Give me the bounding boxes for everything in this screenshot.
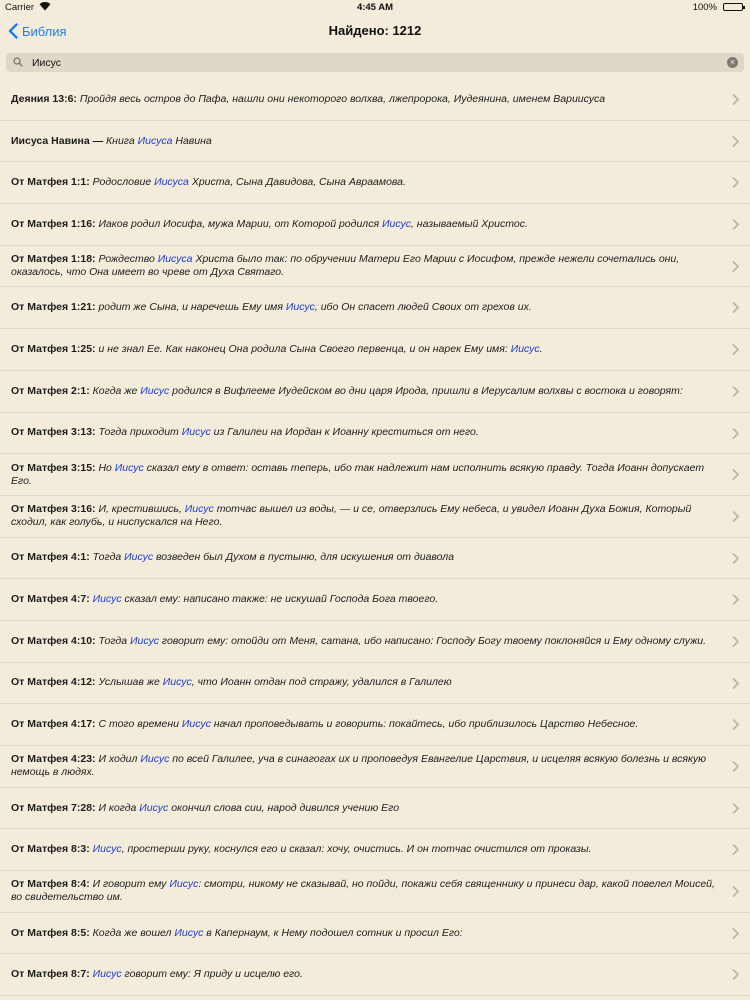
result-reference: От Матфея 1:16:: [11, 217, 96, 230]
search-match-highlight: Иисус: [381, 217, 411, 230]
result-row[interactable]: [0, 454, 750, 496]
verse-text-segment: , что Иоанн отдан под стражу, удалился в Галилею: [191, 676, 452, 689]
chevron-right-icon: [732, 344, 739, 355]
result-reference: От Матфея 4:1:: [11, 551, 90, 564]
search-match-highlight: Иисус: [181, 718, 211, 731]
verse-text-segment: Родословие: [89, 176, 155, 189]
verse-text-segment: Иаков родил Иосифа, мужа Марии, от Которой родился: [95, 217, 382, 230]
result-text: [11, 301, 717, 314]
search-match-highlight: Иисус: [139, 801, 169, 814]
result-text: [11, 253, 717, 279]
verse-text-segment: начал проповедывать и говорить: покайтесь, ибо приблизилось Царство Небесное.: [210, 718, 639, 731]
battery-icon: [723, 3, 743, 11]
result-reference: От Матфея 4:12:: [11, 676, 96, 689]
result-verse: [11, 253, 679, 278]
chevron-right-icon: [732, 177, 739, 188]
verse-text-segment: И говорит ему: [89, 878, 170, 891]
chevron-right-icon: [732, 94, 739, 105]
result-row[interactable]: [0, 871, 750, 913]
verse-text-segment: И ходил: [95, 753, 141, 766]
search-match-highlight: Иисус: [129, 634, 159, 647]
chevron-right-icon: [732, 428, 739, 439]
result-reference: От Матфея 8:7:: [11, 968, 90, 981]
result-verse: [96, 426, 479, 438]
result-verse: [96, 676, 452, 688]
back-button-label: Библия: [22, 23, 67, 39]
verse-text-segment: говорит ему: отойди от Меня, сатана, ибо написано: Господу Богу твоему поклоняйся и Ему одному служи.: [158, 634, 707, 647]
chevron-right-icon: [732, 844, 739, 855]
result-verse: [96, 802, 400, 814]
result-row[interactable]: [0, 829, 750, 871]
result-text: [11, 551, 717, 564]
result-row[interactable]: [0, 538, 750, 580]
verse-text-segment: в Капернаум, к Нему подошел сотник и просил Его:: [203, 926, 463, 939]
verse-text-segment: , простерши руку, коснулся его и сказал: хочу, очистись. И он тотчас очистился от проказы.: [121, 843, 592, 856]
verse-text-segment: Когда же: [89, 384, 141, 397]
result-row[interactable]: [0, 704, 750, 746]
chevron-right-icon: [732, 886, 739, 897]
result-row[interactable]: [0, 746, 750, 788]
chevron-right-icon: [732, 469, 739, 480]
carrier-label: Carrier: [5, 2, 35, 13]
verse-text-segment: И когда: [95, 801, 140, 814]
result-text: [11, 593, 717, 606]
result-verse: [11, 503, 691, 528]
verse-text-segment: Христа, Сына Давидова, Сына Авраамова.: [188, 176, 406, 189]
chevron-right-icon: [732, 594, 739, 605]
result-reference: От Матфея 8:5:: [11, 926, 90, 939]
result-row[interactable]: [0, 913, 750, 955]
page-title: Найдено: 1212: [328, 23, 422, 38]
result-verse: [11, 878, 715, 903]
search-bar: [6, 53, 744, 72]
search-match-highlight: Иисус: [181, 426, 211, 439]
result-row[interactable]: [0, 204, 750, 246]
verse-text-segment: Рождество: [95, 253, 158, 266]
result-verse: [77, 93, 605, 105]
result-row[interactable]: [0, 579, 750, 621]
verse-text-segment: Тогда: [95, 634, 130, 647]
result-text: [11, 218, 717, 231]
verse-text-segment: и не знал Ее. Как наконец Она родила Сына Своего первенца, и он нарек Ему имя:: [95, 342, 511, 355]
search-match-highlight: Иисус: [92, 843, 122, 856]
result-reference: От Матфея 3:15:: [11, 461, 96, 474]
result-reference: От Матфея 7:28:: [11, 801, 96, 814]
verse-text-segment: Христа было так: по обручении Матери Его Марии с Иосифом, прежде нежели сочетались они, оказалось, что Она имеет во чреве от Духа Святаго.: [11, 253, 680, 279]
result-text: [11, 135, 717, 148]
verse-text-segment: , ибо Он спасет людей Своих от грехов их.: [314, 301, 532, 314]
chevron-right-icon: [732, 761, 739, 772]
result-text: [11, 878, 717, 904]
result-reference: От Матфея 3:16:: [11, 503, 96, 516]
result-text: [11, 843, 717, 856]
result-reference: От Матфея 4:7:: [11, 593, 90, 606]
result-verse: [96, 343, 543, 355]
verse-text-segment: Пройдя весь остров до Пафа, нашли они некоторого волхва, лжепророка, Иудеянина, именем Вариисуса: [76, 92, 606, 105]
result-row[interactable]: [0, 621, 750, 663]
verse-text-segment: тотчас вышел из воды, — и се, отверзлись Ему небеса, и увидел Иоанн Духа Божия, Который сходил, как голубь, и ниспускался на Него.: [11, 503, 692, 529]
result-reference: От Матфея 1:25:: [11, 342, 96, 355]
result-verse: [90, 593, 438, 605]
result-reference: От Матфея 1:21:: [11, 301, 96, 314]
result-text: [11, 426, 717, 439]
verse-text-segment: Услышав же: [95, 676, 163, 689]
result-verse: [90, 385, 683, 397]
result-text: [11, 968, 717, 981]
result-text: [11, 385, 717, 398]
chevron-right-icon: [732, 386, 739, 397]
verse-text-segment: родился в Вифлееме Иудейском во дни царя Ирода, пришли в Иерусалим волхвы с востока и говорят:: [169, 384, 683, 397]
verse-text-segment: Книга: [103, 134, 138, 147]
search-match-highlight: Иисус: [124, 551, 154, 564]
result-reference: От Матфея 8:3:: [11, 843, 90, 856]
result-reference: От Матфея 4:23:: [11, 753, 96, 766]
result-reference: От Матфея 2:1:: [11, 384, 90, 397]
status-bar: [0, 0, 750, 16]
search-match-highlight: Иисуса: [137, 134, 173, 147]
result-verse: [90, 968, 303, 980]
verse-text-segment: родит же Сына, и наречешь Ему имя: [95, 301, 286, 314]
result-reference: От Матфея 1:18:: [11, 253, 96, 266]
search-match-highlight: Иисус: [140, 753, 170, 766]
chevron-right-icon: [732, 678, 739, 689]
result-verse: [96, 301, 532, 313]
result-row[interactable]: [0, 496, 750, 538]
verse-text-segment: И, крестившись,: [95, 503, 185, 516]
result-verse: [90, 176, 406, 188]
verse-text-segment: .: [539, 342, 543, 355]
search-match-highlight: Иисус: [169, 878, 199, 891]
chevron-right-icon: [732, 803, 739, 814]
search-icon: [13, 57, 23, 67]
result-reference: От Матфея 8:4:: [11, 878, 90, 891]
result-row[interactable]: [0, 954, 750, 996]
result-row[interactable]: [0, 79, 750, 121]
result-row[interactable]: [0, 663, 750, 705]
verse-text-segment: : смотри, никому не сказывай, но пойди, покажи себя священнику и принеси дар, какой повелел Моисей, во свидетельство им.: [11, 878, 715, 904]
verse-text-segment: Когда же вошел: [89, 926, 175, 939]
chevron-right-icon: [732, 969, 739, 980]
search-match-highlight: Иисуса: [157, 253, 193, 266]
result-row[interactable]: [0, 413, 750, 455]
navigation-bar: [0, 16, 750, 46]
result-text: [11, 802, 717, 815]
clear-search-icon[interactable]: ×: [727, 57, 738, 68]
result-reference: От Матфея 4:17:: [11, 718, 96, 731]
chevron-right-icon: [732, 928, 739, 939]
verse-text-segment: Но: [95, 461, 115, 474]
result-text: [11, 93, 717, 106]
result-text: [11, 635, 717, 648]
results-list[interactable]: [0, 79, 750, 1000]
result-reference: От Матфея 3:13:: [11, 426, 96, 439]
chevron-right-icon: [732, 511, 739, 522]
verse-text-segment: по всей Галилее, уча в синагогах их и проповедуя Евангелие Царствия, и исцеляя всякую болезнь и всякую немощь в людях.: [11, 753, 707, 779]
verse-text-segment: , называемый Христос.: [410, 217, 528, 230]
result-row[interactable]: [0, 287, 750, 329]
chevron-right-icon: [732, 219, 739, 230]
chevron-right-icon: [732, 302, 739, 313]
verse-text-segment: говорит ему: Я приду и исцелю его.: [121, 968, 303, 981]
result-reference: От Матфея 1:1:: [11, 176, 90, 189]
result-reference: От Матфея 4:10:: [11, 634, 96, 647]
result-text: [11, 343, 717, 356]
result-verse: [90, 927, 463, 939]
search-match-highlight: Иисус: [92, 593, 122, 606]
result-text: [11, 503, 717, 529]
verse-text-segment: Тогда приходит: [95, 426, 182, 439]
chevron-right-icon: [732, 553, 739, 564]
result-row[interactable]: [0, 162, 750, 204]
verse-text-segment: возведен был Духом в пустыню, для искушения от диавола: [153, 551, 455, 564]
result-verse: [11, 753, 706, 778]
verse-text-segment: окончил слова сии, народ дивился учению Его: [168, 801, 400, 814]
verse-text-segment: сказал ему в ответ: оставь теперь, ибо так надлежит нам исполнить всякую правду. Тогда Иоанн допускает Его.: [11, 461, 705, 487]
result-verse: [90, 551, 454, 563]
result-row[interactable]: [0, 121, 750, 163]
result-text: [11, 176, 717, 189]
search-match-highlight: Иисус: [140, 384, 170, 397]
result-text: [11, 753, 717, 779]
search-match-highlight: Иисус: [114, 461, 144, 474]
status-time: 4:45 AM: [356, 2, 394, 13]
result-row[interactable]: [0, 371, 750, 413]
chevron-right-icon: [732, 261, 739, 272]
result-text: [11, 676, 717, 689]
result-verse: [96, 718, 639, 730]
result-row[interactable]: [0, 329, 750, 371]
search-match-highlight: Иисус: [510, 342, 540, 355]
battery-percent: 100%: [692, 2, 717, 13]
result-verse: [11, 462, 704, 487]
verse-text-segment: сказал ему: написано также: не искушай Господа Бога твоего.: [121, 593, 439, 606]
verse-text-segment: Тогда: [89, 551, 125, 564]
result-verse: [96, 218, 528, 230]
result-verse: [90, 843, 592, 855]
verse-text-segment: из Галилеи на Иордан к Иоанну креститься от него.: [210, 426, 479, 439]
search-match-highlight: Иисус: [285, 301, 315, 314]
search-match-highlight: Иисус: [162, 676, 192, 689]
search-match-highlight: Иисус: [174, 926, 204, 939]
search-match-highlight: Иисуса: [154, 176, 189, 189]
result-reference: Деяния 13:6:: [11, 92, 77, 105]
result-text: [11, 462, 717, 488]
chevron-right-icon: [732, 719, 739, 730]
result-reference: Иисуса Навина —: [11, 134, 104, 147]
search-input[interactable]: [26, 54, 722, 71]
search-match-highlight: Иисус: [184, 503, 214, 516]
chevron-right-icon: [732, 636, 739, 647]
verse-text-segment: С того времени: [95, 718, 182, 731]
verse-text-segment: Навина: [172, 134, 212, 147]
chevron-right-icon: [732, 136, 739, 147]
result-row[interactable]: [0, 788, 750, 830]
result-verse: [103, 135, 212, 147]
result-text: [11, 927, 717, 940]
result-row[interactable]: [0, 246, 750, 288]
search-match-highlight: Иисус: [92, 968, 122, 981]
result-text: [11, 718, 717, 731]
result-verse: [96, 635, 707, 647]
